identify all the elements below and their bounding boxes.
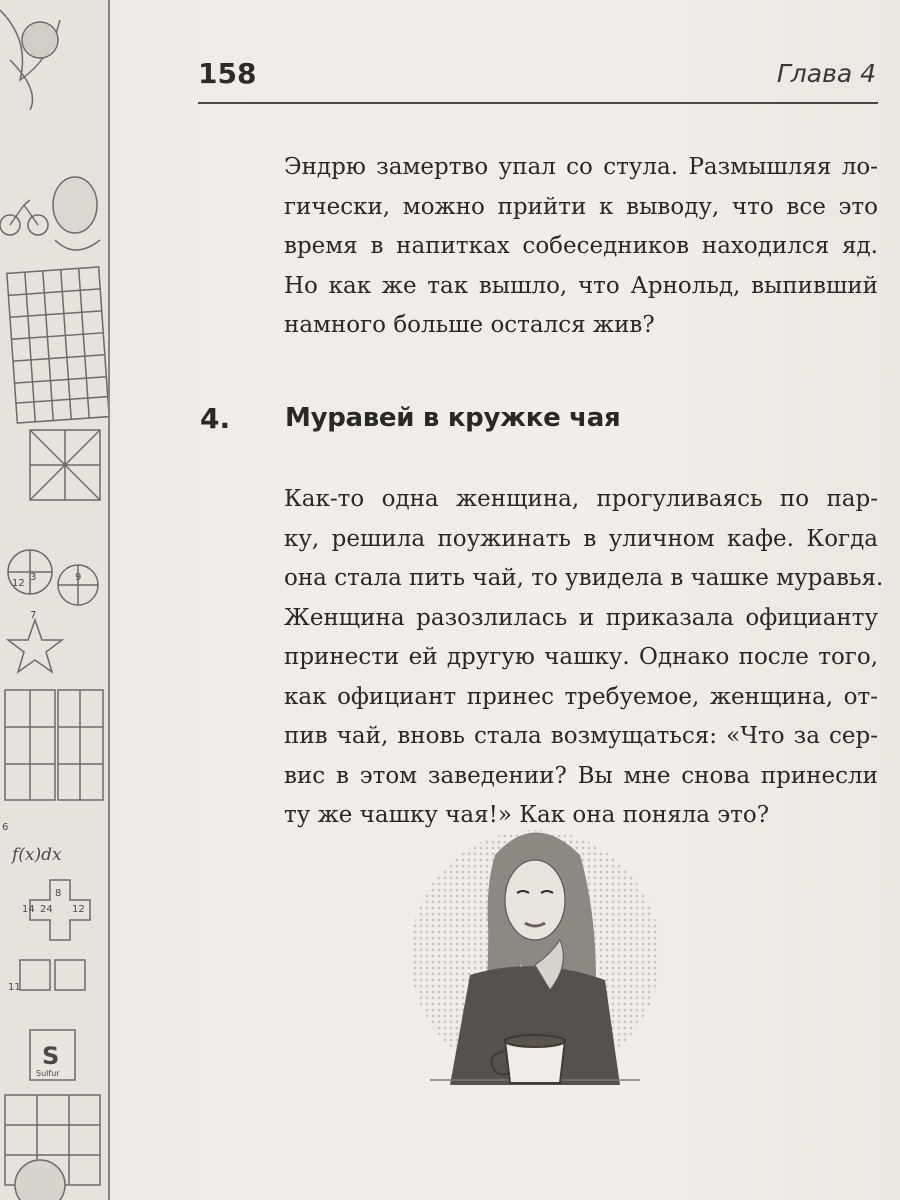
svg-text:Sulfur: Sulfur	[36, 1069, 60, 1078]
text-line: ку, решила поужинать в уличном кафе. Когда	[284, 525, 878, 552]
svg-text:S: S	[42, 1042, 60, 1070]
text-line: Но как же так вышло, что Арнольд, выпивший	[284, 272, 878, 299]
text-line: вис в этом заведении? Вы мне снова принесли	[284, 762, 878, 789]
text-line: Как-то одна женщина, прогуливаясь по пар-	[284, 486, 878, 512]
puzzle-doodles-illustration	[0, 0, 108, 1200]
svg-text:6: 6	[2, 822, 9, 833]
text-line: время в напитках собеседников находился яд.	[284, 233, 878, 259]
svg-text:14: 14	[22, 904, 35, 915]
woman-with-tea-illustration	[400, 815, 670, 1095]
text-line: Эндрю замертво упал со стула. Размышляя ло-	[284, 154, 878, 180]
text-line: как официант принес требуемое, женщина, от-	[284, 683, 878, 710]
svg-text:f(x)dx: f(x)dx	[12, 845, 62, 865]
svg-text:7: 7	[30, 610, 37, 621]
chapter-label: Глава 4	[776, 59, 876, 88]
text-line: намного больше остался жив?	[284, 312, 655, 338]
paragraph-intro	[284, 148, 878, 346]
text-line: ту же чашку чая!» Как она поняла это?	[284, 802, 770, 828]
text-line: принести ей другую чашку. Однако после того,	[284, 644, 878, 670]
page-number: 158	[198, 57, 257, 90]
decorative-margin-strip	[0, 0, 110, 1200]
text-line: она стала пить чай, то увидела в чашке муравья.	[284, 565, 884, 591]
running-header	[198, 55, 878, 95]
text-line: пив чай, вновь стала возмущаться: «Что за сер-	[284, 723, 878, 749]
text-line: гически, можно прийти к выводу, что все это	[284, 193, 878, 220]
text-line: Женщина разозлилась и приказала официанту	[284, 604, 878, 631]
svg-text:12: 12	[12, 578, 25, 589]
section-number: 4.	[200, 402, 231, 435]
svg-text:12: 12	[72, 904, 85, 915]
svg-text:3: 3	[30, 572, 37, 583]
svg-text:8: 8	[55, 888, 62, 899]
svg-text:9: 9	[75, 572, 82, 583]
paragraph-puzzle	[284, 480, 884, 836]
header-rule	[198, 102, 878, 104]
svg-text:11: 11	[8, 982, 21, 993]
section-title: Муравей в кружке чая	[285, 403, 621, 433]
svg-text:24: 24	[40, 904, 53, 915]
